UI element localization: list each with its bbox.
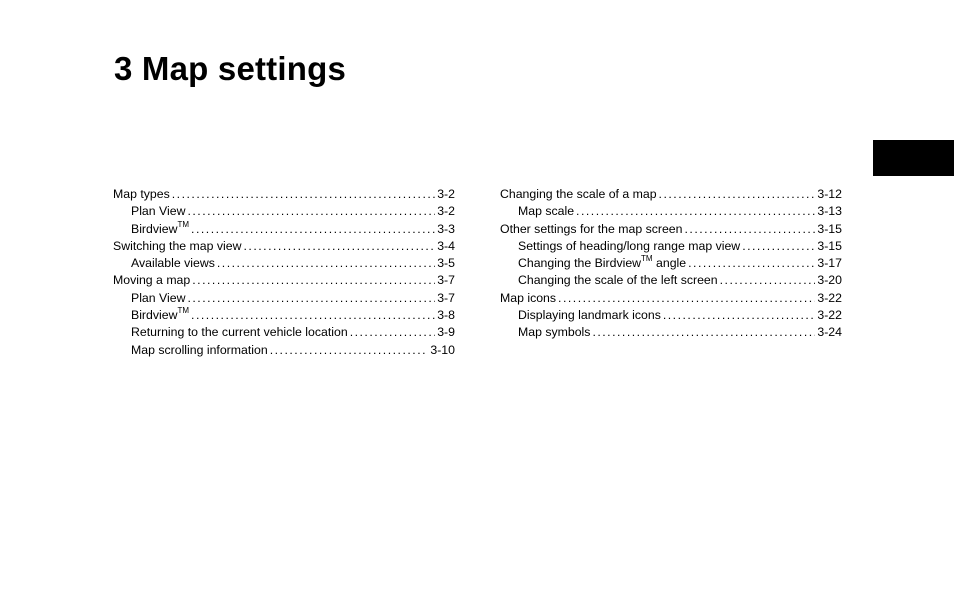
toc-entry[interactable] xyxy=(113,307,455,324)
toc-entry-text: Plan View xyxy=(131,204,186,219)
toc-entry[interactable] xyxy=(113,342,455,359)
toc-entry-label xyxy=(518,272,718,289)
dot-leader xyxy=(172,186,435,203)
toc-entry[interactable] xyxy=(500,272,842,289)
toc-entry-page-number: 3-2 xyxy=(437,204,455,219)
toc-entry-text: Map types xyxy=(113,187,170,201)
dot-leader xyxy=(688,255,815,272)
toc-entry-label xyxy=(131,342,268,359)
toc-entry-page-number: 3-10 xyxy=(430,342,455,357)
toc-entry[interactable] xyxy=(113,186,455,203)
toc-entry-page-number: 3-5 xyxy=(437,256,455,271)
dot-leader xyxy=(720,272,816,289)
toc-entry-label xyxy=(131,290,185,307)
dot-leader xyxy=(742,238,815,255)
toc-left-column xyxy=(113,186,455,359)
toc-entry-page-number: 3-2 xyxy=(437,187,455,201)
toc-entry[interactable] xyxy=(113,221,455,238)
toc-entry[interactable] xyxy=(113,203,455,220)
toc-entry-label xyxy=(500,186,657,203)
dot-leader xyxy=(576,203,815,220)
toc-entry-label xyxy=(518,324,590,341)
toc-entry-label xyxy=(131,203,185,220)
toc-entry[interactable] xyxy=(113,290,455,307)
toc-entry-text-suffix: angle xyxy=(652,256,687,271)
toc-entry-label xyxy=(131,255,215,272)
toc-entry-label xyxy=(518,238,740,255)
toc-entry-page-number: 3-12 xyxy=(817,187,842,201)
toc-entry-page-number: 3-20 xyxy=(817,273,842,288)
toc-entry-text: Changing the scale of the left screen xyxy=(518,273,718,288)
dot-leader xyxy=(663,307,816,324)
toc-entry[interactable] xyxy=(113,324,455,341)
toc-entry-label xyxy=(500,221,683,238)
toc-entry[interactable] xyxy=(500,324,842,341)
toc-entry[interactable] xyxy=(113,255,455,272)
dot-leader xyxy=(192,272,435,289)
dot-leader xyxy=(685,221,816,238)
toc-entry-text: Map scrolling information xyxy=(131,342,268,357)
toc-entry[interactable] xyxy=(113,238,455,255)
toc-entry-text: Other settings for the map screen xyxy=(500,221,683,236)
toc-entry-text: Moving a map xyxy=(113,273,191,288)
toc-entry-text: Switching the map view xyxy=(113,238,242,253)
toc-right-column xyxy=(500,186,842,342)
toc-entry-page-number: 3-4 xyxy=(437,238,455,253)
dot-leader xyxy=(270,342,429,359)
dot-leader xyxy=(659,186,816,203)
chapter-title: 3 Map settings xyxy=(114,50,347,87)
toc-entry[interactable] xyxy=(500,203,842,220)
toc-entry[interactable] xyxy=(500,290,842,307)
trademark-superscript: TM xyxy=(177,307,190,316)
dot-leader xyxy=(592,324,815,341)
dot-leader xyxy=(187,290,435,307)
toc-entry-page-number: 3-13 xyxy=(817,204,842,219)
toc-entry[interactable] xyxy=(500,186,842,203)
dot-leader xyxy=(191,221,435,238)
toc-entry-label xyxy=(113,272,190,289)
toc-entry-label xyxy=(131,221,189,238)
dot-leader xyxy=(558,290,815,307)
dot-leader xyxy=(350,324,436,341)
toc-entry-text: Birdview xyxy=(131,221,178,236)
toc-entry-page-number: 3-24 xyxy=(817,325,842,340)
toc-entry-label xyxy=(518,203,574,220)
dot-leader xyxy=(217,255,435,272)
toc-entry-text: Available views xyxy=(131,256,215,271)
toc-entry-page-number: 3-7 xyxy=(437,290,455,305)
toc-entry-text: Returning to the current vehicle location xyxy=(131,325,348,340)
toc-entry-text: Changing the scale of a map xyxy=(500,187,657,201)
toc-entry-page-number: 3-22 xyxy=(817,308,842,323)
toc-entry[interactable] xyxy=(500,221,842,238)
toc-entry-label xyxy=(518,307,661,324)
toc-entry-page-number: 3-22 xyxy=(817,290,842,305)
trademark-superscript: TM xyxy=(177,220,190,229)
toc-entry-text: Displaying landmark icons xyxy=(518,308,661,323)
toc-entry-label xyxy=(131,307,189,324)
chapter-tab-marker xyxy=(873,140,954,176)
toc-entry[interactable] xyxy=(500,307,842,324)
toc-entry[interactable] xyxy=(500,238,842,255)
toc-entry-page-number: 3-15 xyxy=(817,238,842,253)
toc-entry-label xyxy=(500,290,556,307)
toc-entry-page-number: 3-7 xyxy=(437,273,455,288)
toc-entry-page-number: 3-17 xyxy=(817,256,842,271)
toc-entry-text: Plan View xyxy=(131,290,186,305)
dot-leader xyxy=(244,238,436,255)
toc-entry-page-number: 3-3 xyxy=(437,221,455,236)
toc-entry-text: Map symbols xyxy=(518,325,591,340)
toc-entry[interactable] xyxy=(500,255,842,272)
trademark-superscript: TM xyxy=(641,255,653,264)
toc-entry-page-number: 3-8 xyxy=(437,308,455,323)
toc-entry-label xyxy=(518,255,686,272)
toc-entry-text: Settings of heading/long range map view xyxy=(518,238,741,253)
toc-entry-text: Map scale xyxy=(518,204,575,219)
toc-entry-text: Map icons xyxy=(500,290,557,305)
toc-entry-label xyxy=(113,238,242,255)
toc-entry-text: Changing the Birdview xyxy=(518,256,642,271)
toc-entry-label xyxy=(113,186,170,203)
dot-leader xyxy=(191,307,435,324)
toc-entry-page-number: 3-15 xyxy=(817,221,842,236)
dot-leader xyxy=(187,203,435,220)
toc-entry-page-number: 3-9 xyxy=(437,325,455,340)
toc-entry[interactable] xyxy=(113,272,455,289)
toc-entry-label xyxy=(131,324,348,341)
toc-entry-text: Birdview xyxy=(131,308,178,323)
